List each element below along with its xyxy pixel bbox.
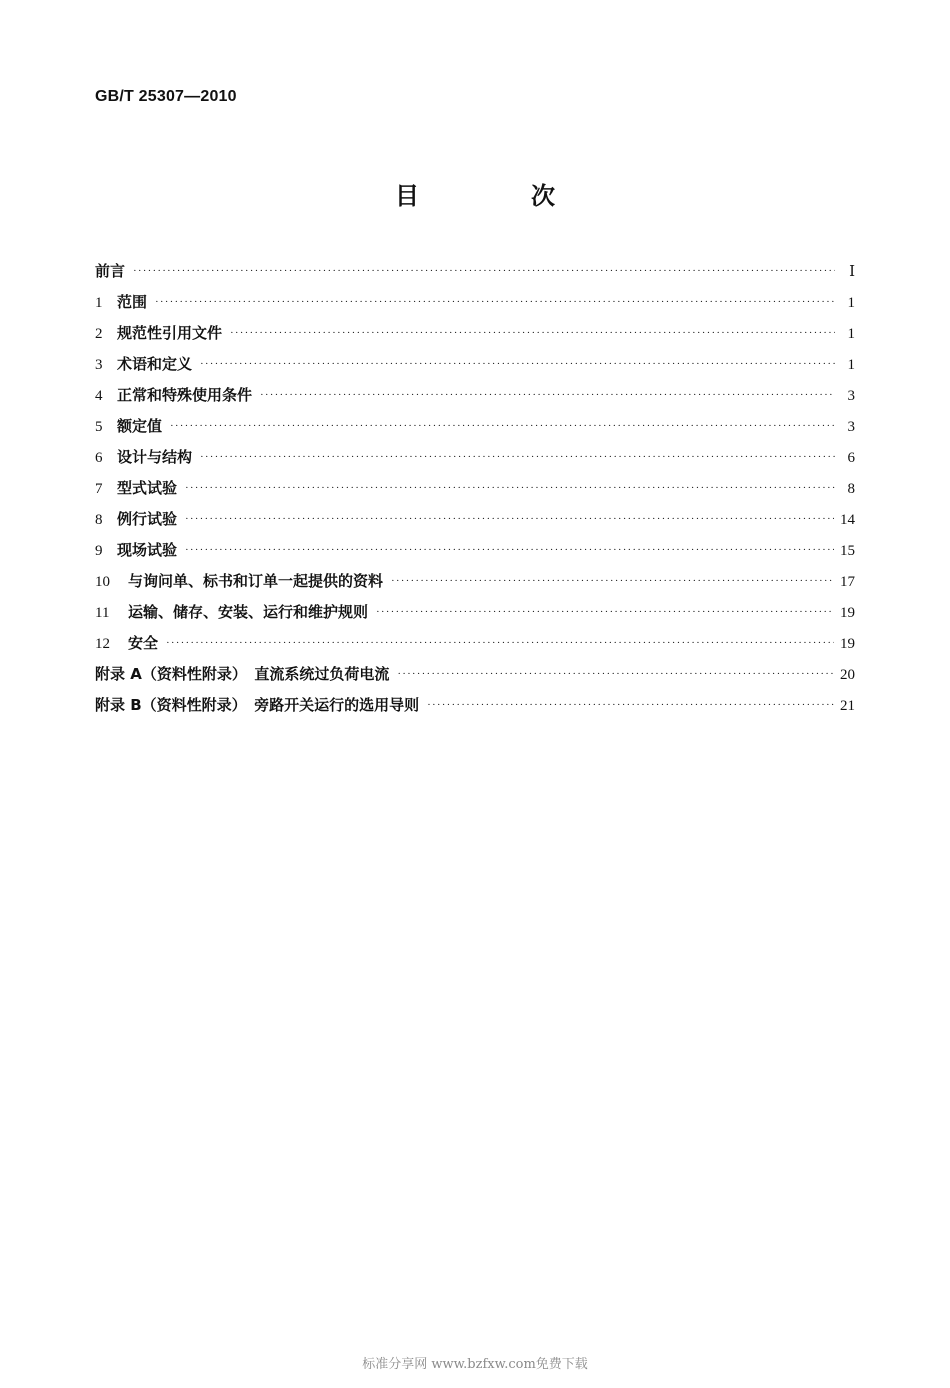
toc-entry-title: 前言: [95, 262, 126, 280]
page-title: 目 次: [395, 182, 599, 210]
toc-entry-page: 21: [840, 698, 855, 714]
toc-leader-dots: [185, 535, 834, 566]
toc-entry-4[interactable]: [95, 380, 855, 411]
toc-entry-number: 9: [95, 543, 103, 559]
toc-entry-page: 15: [840, 543, 855, 559]
toc-leader-dots: [230, 318, 835, 349]
toc-entry-title: 范围: [117, 293, 148, 311]
toc-entry-title: 现场试验: [117, 541, 178, 559]
toc-entry-number: 8: [95, 512, 103, 528]
toc-entry-page: 8: [847, 481, 855, 497]
toc-entry-title: 正常和特殊使用条件: [117, 386, 253, 404]
standard-code: GB/T 25307—2010: [95, 88, 237, 105]
toc-entry-page: 3: [847, 419, 855, 435]
toc-leader-dots: [133, 256, 835, 287]
toc-entry-9[interactable]: [95, 535, 855, 566]
table-of-contents: [95, 256, 855, 721]
toc-entry-page: 6: [847, 450, 855, 466]
toc-entry-number: 11: [95, 605, 110, 621]
toc-entry-number: 2: [95, 326, 103, 342]
toc-leader-dots: [166, 628, 834, 659]
toc-entry-page: 1: [847, 295, 855, 311]
toc-entry-page: 14: [840, 512, 855, 528]
toc-entry-title: 例行试验: [117, 510, 178, 528]
toc-entry-foreword[interactable]: [95, 256, 855, 287]
toc-entry-2[interactable]: [95, 318, 855, 349]
toc-entry-title: 附录 B（资料性附录） 旁路开关运行的选用导则: [95, 696, 420, 714]
toc-entry-page: Ⅰ: [849, 264, 855, 280]
toc-entry-number: 1: [95, 295, 103, 311]
toc-entry-annex-b[interactable]: [95, 690, 855, 721]
footer-watermark: 标准分享网 www.bzfxw.com免费下载: [362, 1357, 588, 1372]
toc-entry-page: 1: [847, 326, 855, 342]
toc-entry-number: 4: [95, 388, 103, 404]
toc-leader-dots: [260, 380, 835, 411]
toc-entry-title: 额定值: [117, 417, 163, 435]
toc-entry-number: 5: [95, 419, 103, 435]
toc-leader-dots: [376, 597, 834, 628]
toc-entry-number: 7: [95, 481, 103, 497]
toc-entry-page: 1: [847, 357, 855, 373]
toc-leader-dots: [200, 442, 835, 473]
toc-entry-number: 10: [95, 574, 110, 590]
toc-entry-number: 12: [95, 636, 110, 652]
toc-leader-dots: [397, 659, 834, 690]
toc-entry-1[interactable]: [95, 287, 855, 318]
toc-entry-title: 型式试验: [117, 479, 178, 497]
toc-entry-title: 设计与结构: [117, 448, 193, 466]
toc-entry-8[interactable]: [95, 504, 855, 535]
toc-entry-annex-a[interactable]: [95, 659, 855, 690]
toc-entry-title: 安全: [128, 634, 159, 652]
toc-entry-page: 19: [840, 636, 855, 652]
toc-leader-dots: [185, 473, 835, 504]
toc-leader-dots: [155, 287, 835, 318]
toc-entry-page: 3: [847, 388, 855, 404]
toc-entry-title: 术语和定义: [117, 355, 193, 373]
toc-entry-3[interactable]: [95, 349, 855, 380]
toc-leader-dots: [391, 566, 834, 597]
toc-entry-5[interactable]: [95, 411, 855, 442]
toc-entry-page: 17: [840, 574, 855, 590]
toc-entry-11[interactable]: [95, 597, 855, 628]
toc-entry-6[interactable]: [95, 442, 855, 473]
toc-leader-dots: [427, 690, 834, 721]
toc-leader-dots: [185, 504, 834, 535]
toc-entry-title: 与询问单、标书和订单一起提供的资料: [128, 572, 384, 590]
toc-entry-number: 6: [95, 450, 103, 466]
toc-leader-dots: [200, 349, 835, 380]
toc-entry-12[interactable]: [95, 628, 855, 659]
toc-leader-dots: [170, 411, 835, 442]
toc-entry-page: 20: [840, 667, 855, 683]
toc-entry-number: 3: [95, 357, 103, 373]
toc-entry-title: 规范性引用文件: [117, 324, 223, 342]
toc-entry-7[interactable]: [95, 473, 855, 504]
toc-entry-title: 运输、储存、安装、运行和维护规则: [128, 603, 369, 621]
toc-entry-10[interactable]: [95, 566, 855, 597]
toc-entry-title: 附录 A（资料性附录） 直流系统过负荷电流: [95, 665, 390, 683]
toc-entry-page: 19: [840, 605, 855, 621]
